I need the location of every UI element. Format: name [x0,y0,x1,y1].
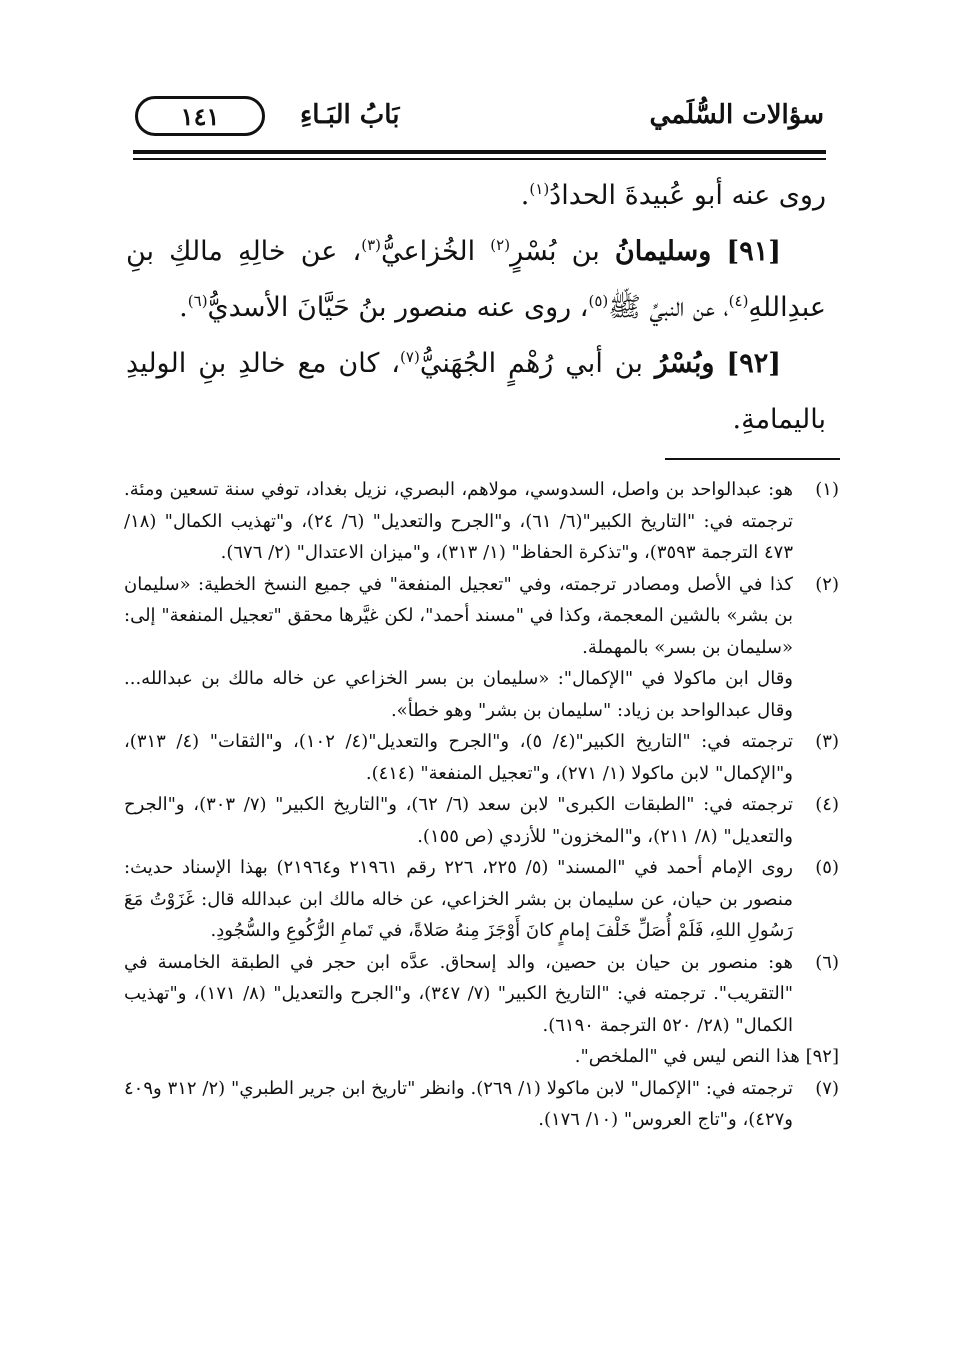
footnote-3 [124,726,839,789]
entry-name-92: وبُسْرُ [654,348,715,379]
editor-note-text: [٩٢] هذا النص ليس في "الملخص". [574,1046,839,1067]
footnote-2 [124,569,839,727]
footnote-number: (٥) [815,857,839,878]
entry-number-92: [٩٢] [726,348,781,379]
footnote-text: روى الإمام أحمد في "المسند" (٥/ ٢٢٥، ٢٢٦ رقم ٢١٩٦١ و٢١٩٦٤) بهذا الإسناد حديث: منصور بن حيان، عن سليمان بن بشر الخزاعي، عن خاله مالك ابن عبدالله قال: غَزَوْتُ مَعَ رَسُولِ اللهِ، فَلَمْ أُصَلِّ خَلْفَ إمامٍ كانَ أَوْجَزَ مِنهُ صَلاةً، في تَمامِ الرُّكُوعِ والسُّجُودِ. [124,857,794,941]
header-rule-thick [133,150,826,154]
footnote-number: (٣) [815,731,839,752]
entry-name-91: وسليمانُ [614,236,712,267]
footnote-text: كذا في الأصل ومصادر ترجمته، وفي "تعجيل المنفعة" في جميع النسخ الخطية: «سليمان بن بشر» بالشين المعجمة، وكذا في "مسند أحمد"، لكن غيَّرها محقق "تعجيل المنفعة" إلى: «سليمان بن بسر» بالمهملة. [124,573,793,658]
footnote-text-continued: وقال ابن ماكولا في "الإكمال": «سليمان بن بسر الخزاعي عن خاله مالك بن عبدالله... وقال عبدالواحد بن زياد: "سليمان بن بشر" وهو خطأ». [124,668,793,721]
footnote-ref-1[interactable]: (١) [529,180,550,198]
footnote-text: ترجمته في: "الطبقات الكبرى" لابن سعد (٦/ ٦٢)، و"التاريخ الكبير" (٧/ ٣٠٣)، و"الجرح والتعديل" (٨/ ٢١١)، و"المخزون" للأزدي (ص ١٥٥). [124,794,793,847]
footnote-1 [124,474,839,569]
header-rule-thin [133,158,826,160]
main-text [126,168,826,448]
page-number: ١٤١ [180,101,220,131]
footnote-text: ترجمته في: "التاريخ الكبير"(٤/ ٥)، و"الجرح والتعديل"(٤/ ١٠٢)، و"الثقات" (٤/ ٣١٣)، و"الإكمال" لابن ماكولا (١/ ٢٧١)، و"تعجيل المنفعة" (٤١٤). [124,731,793,784]
footnote-text: ترجمته في: "الإكمال" لابن ماكولا (١/ ٢٦٩). وانظر "تاريخ ابن جرير الطبري" (٢/ ٣١٢ و٤٠٩ و٤٢٧)، و"تاج العروس" (١٠/ ١٧٦). [124,1077,793,1130]
footnote-number: (١) [815,479,839,500]
footnote-4 [124,789,839,852]
footnote-5 [124,852,839,947]
footnote-6 [124,947,839,1042]
footnote-ref-6[interactable]: (٦) [187,292,208,310]
footnote-number: (٢) [815,573,839,595]
editor-note-92 [124,1041,839,1073]
running-head-book-title: سؤالات السُّلَمي [649,100,824,130]
main-line-1: روى عنه أبو عُبيدةَ الحدادُ$^{(١)}$. [520,180,826,211]
entry-91: [٩١] وسليمانُ بن بُسْرٍ$^{(٢)}$ الخُزاعيُّ$^{(٣)}$، عن خالِهِ مالكِ بنِ عبدِاللهِ$^{(٤)}$، عن النبيِّ ﷺ$^{(٥)}$، روى عنه منصور بنُ حَيَّانَ الأسديُّ$^{(٦)}$. [126,236,826,323]
footnote-number: (٦) [815,951,839,973]
footnote-ref-5[interactable]: (٥) [588,292,609,310]
footnote-text: هو: عبدالواحد بن واصل، السدوسي، مولاهم، البصري، نزيل بغداد، توفي سنة تسعين ومئة. ترجمته في: "التاريخ الكبير"(٦/ ٦١)، و"الجرح والتعديل" (٦/ ٢٤)، و"تهذيب الكمال" (١٨/ ٤٧٣ الترجمة ٣٥٩٣)، و"تذكرة الحفاظ" (١/ ٣١٣)، و"ميزان الاعتدال" (٢/ ٦٧٦). [124,479,793,563]
running-head-chapter: بَابُ البَـاءِ [300,100,400,130]
footnote-ref-7[interactable]: (٧) [400,348,420,366]
footnote-ref-2[interactable]: (٢) [490,236,511,254]
page-number-badge [135,96,265,136]
footnote-7 [124,1073,839,1136]
footnote-ref-4[interactable]: (٤) [728,292,749,310]
entry-number-91: [٩١] [726,236,781,267]
entry-92: [٩٢] وبُسْرُ بن أبي رُهْمٍ الجُهَنيُّ$^{(٧)}$، كان مع خالدِ بنِ الوليدِ باليمامةِ. [126,348,826,435]
footnote-number: (٤) [815,794,839,815]
footnote-ref-3[interactable]: (٣) [361,236,381,254]
footnote-text: هو: منصور بن حيان بن حصين، والد إسحاق. عدَّه ابن حجر في الطبقة الخامسة في "التقريب". ترجمته في: "التاريخ الكبير" (٧/ ٣٤٧)، و"الجرح والتعديل" (٨/ ١٧١)، و"تهذيب الكمال" (٢٨/ ٥٢٠ الترجمة ٦١٩٠). [124,951,794,1036]
footnote-number: (٧) [815,1077,839,1099]
footnote-separator [665,458,840,460]
footnotes [124,474,839,1136]
